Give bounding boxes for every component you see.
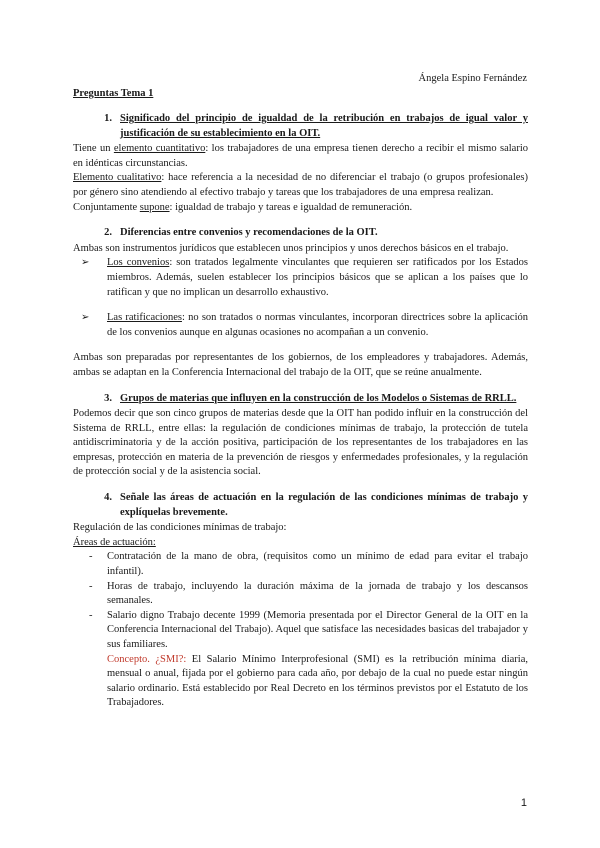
arrow-bullet-icon: ➢ [81,257,90,269]
text-run: : son tratados legalmente vinculantes que requieren ser ratificados por los Estados miembros. Además, suelen establecer los principios básicos que se aplican a los países que lo ratifican y que no implican un desarrollo exhaustivo. [107,257,528,298]
text-run: Tiene un [73,143,114,155]
list-item [73,609,528,653]
dash-bullet: - [89,551,93,563]
list-item-text: Horas de trabajo, incluyendo la duración máxima de la jornada de trabajo y los descansos semanales. [107,580,528,607]
author-name: Ángela Espino Fernández [418,73,527,84]
document-title: Preguntas Tema 1 [73,88,154,99]
underlined-term: elemento cuantitativo [113,143,206,155]
paragraph: Ambas son instrumentos jurídicos que establecen unos principios y unos derechos básicos en el trabajo. [73,242,509,254]
concept-paragraph [73,653,528,711]
question-title: Significado del principio de igualdad de la retribución en trabajos de igual valor y justificación de su establecimiento en la OIT. [120,113,528,139]
list-item-text: Contratación de la mano de obra, (requisitos como un mínimo de edad para evitar el trabajo infantil). [107,551,528,578]
question-1-heading [73,112,528,141]
underlined-term: supone [139,201,170,213]
paragraph [73,201,528,216]
paragraph: Ambas son preparadas por representantes de los gobiernos, de los empleadores y trabajadores. Además, ambas se adaptan en la Conferencia Internacional del trabajo de la OIT, que se reúne anualmente. [73,352,528,378]
paragraph: Regulación de las condiciones mínimas de trabajo: [73,522,287,534]
list-item [73,256,528,300]
text-run: El Salario Mínimo Interprofesional (SMI) es la retribución mínima diaria, mensual o anual, fijada por el gobierno para cada año, por debajo de la cual no puede estar ningún salario ordinario. Está establecido por Real Decreto en los términos previstos por el Estatuto de los Trabajadores. [107,653,528,709]
list-item [73,580,528,609]
question-title: Grupos de materias que influyen en la construcción de los Modelos o Sistemas de RRLL. [120,392,517,404]
document-body [73,112,528,711]
list-item [73,311,528,340]
question-title: Señale las áreas de actuación en la regulación de las condiciones mínimas de trabajo y explíquelas brevemente. [120,492,528,518]
question-4-heading [73,491,528,520]
arrow-bullet-icon: ➢ [81,312,90,324]
areas-label: Áreas de actuación: [73,536,156,548]
list-item-text: Salario digno Trabajo decente 1999 (Memoria presentada por el Director General de la OIT en la Conferencia Internacional del Trabajo). Aquel que satisface las necesidades basicas del trabajador y sus familiares. [107,609,528,650]
text-run: : hace referencia a la necesidad de no diferenciar el trabajo (o grupos profesionales) por género sino atendiendo al efectivo trabajo y tareas que los trabajadores de una empresa realizan. [73,172,529,198]
underlined-term: Los convenios [107,257,170,269]
page-number: 1 [520,797,527,809]
underlined-term: Las ratificaciones [107,312,182,324]
text-run: : no son tratados o normas vinculantes, incorporan directrices sobre la aplicación de los convenios aunque en algunas ocasiones no acompañan a un convenio. [107,312,529,338]
concept-label: Concepto. ¿SMI?: [107,653,187,665]
underlined-term: Elemento cualitativo [73,172,162,184]
question-number: 3. [104,392,112,404]
dash-bullet: - [89,580,93,592]
question-number: 1. [104,113,112,124]
text-run: : igualdad de trabajo y tareas e igualdad de remuneración. [169,201,413,213]
text-run: : los trabajadores de una empresa tienen derecho a recibir el mismo salario en idénticas circunstancias. [73,143,528,169]
list-item [73,550,528,579]
paragraph: Podemos decir que son cinco grupos de materias desde que la OIT han podido influir en la construcción del Sistema de RRLL, entre ellas: la regulación de condiciones mínimas de trabajo, la protección de tutela antidiscriminatoria y de la acción positiva, participación de los representantes de los trabajadores en las empresas, protección en materia de la prevención de riesgos y enfermedades profesionales, y la regulación de protección social y de la asistencia social. [73,408,528,478]
question-3-heading [73,392,528,407]
text-run: Conjuntamente [73,201,140,213]
question-2-heading [73,226,528,241]
paragraph [73,171,528,200]
question-number: 4. [104,492,112,504]
question-number: 2. [104,227,112,239]
paragraph [73,142,528,171]
dash-bullet: - [89,609,93,621]
question-title: Diferencias entre convenios y recomendaciones de la OIT. [120,227,378,239]
